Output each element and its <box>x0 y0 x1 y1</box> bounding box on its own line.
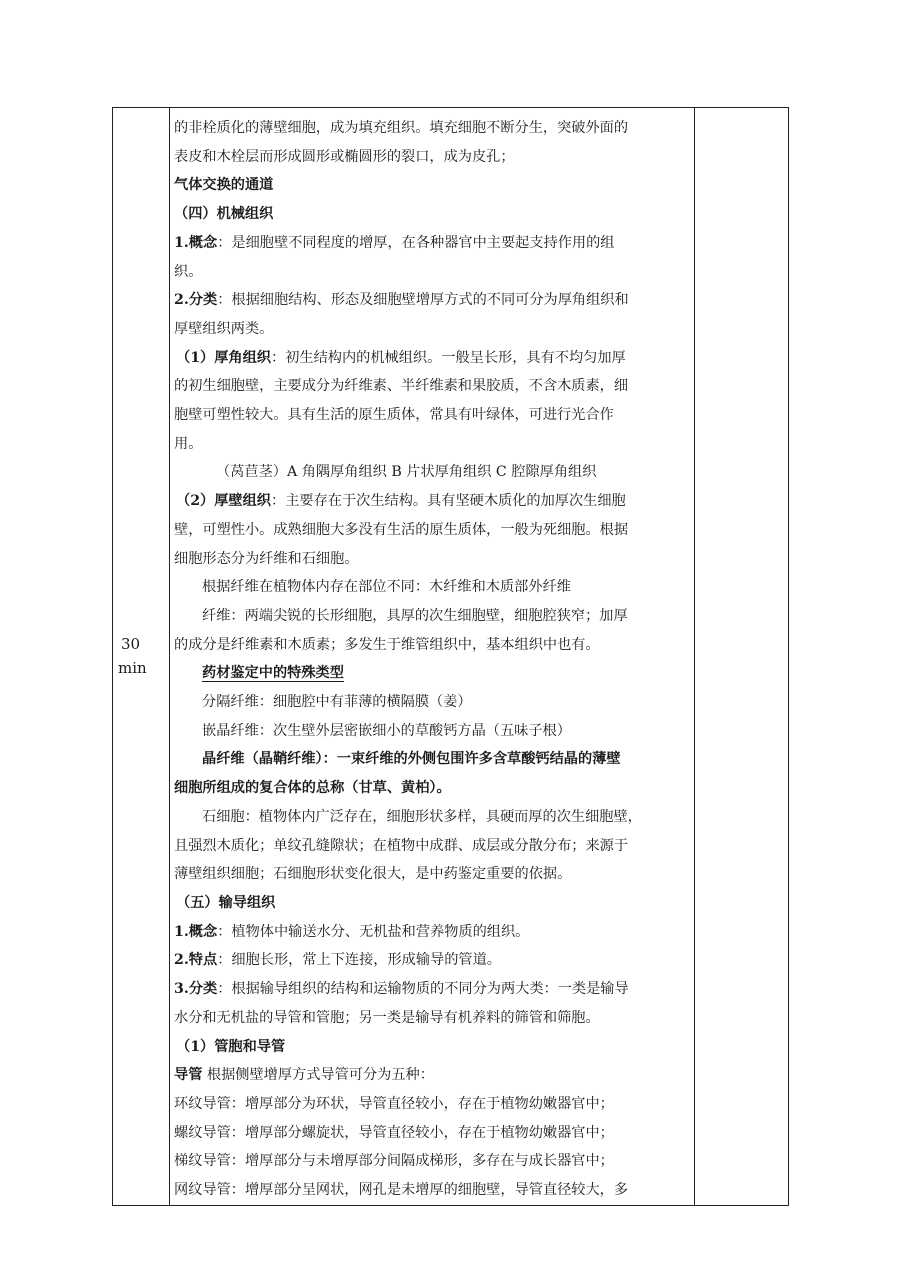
line-label: （1）厚角组织 <box>176 349 271 366</box>
line-text: 表皮和木栓层而形成圆形或椭圆形的裂口，成为皮孔； <box>174 148 515 165</box>
text-line <box>174 602 688 631</box>
line-text: 螺纹导管：增厚部分螺旋状，导管直径较小，存在于植物幼嫩器官中； <box>174 1124 614 1141</box>
text-line <box>174 832 688 861</box>
text-line <box>174 516 688 545</box>
line-text: 网纹导管：增厚部分呈网状，网孔是未增厚的细胞壁，导管直径较大，多 <box>174 1182 629 1199</box>
text-line <box>174 114 688 143</box>
text-line <box>174 315 688 344</box>
line-text: 细胞所组成的复合体的总称（甘草、黄柏）。 <box>174 780 451 797</box>
text-line <box>174 200 688 229</box>
line-label: 2.特点 <box>174 952 218 969</box>
line-text: 的非栓质化的薄壁细胞，成为填充组织。填充细胞不断分生，突破外面的 <box>174 120 629 136</box>
notes-cell <box>695 108 789 1206</box>
line-text: （莴苣茎）A 角隅厚角组织 B 片状厚角组织 C 腔隙厚角组织 <box>216 464 597 481</box>
line-text: 细胞形态分为纤维和石细胞。 <box>174 550 359 567</box>
time-unit: min <box>118 659 147 678</box>
line-text: ：是细胞壁不同程度的增厚，在各种器官中主要起支持作用的组 <box>217 234 615 251</box>
line-label: 1.概念 <box>174 234 218 251</box>
text-line <box>174 430 688 459</box>
line-text: ：根据输导组织的结构和运输物质的不同分为两大类：一类是输导 <box>217 981 629 998</box>
table-row <box>113 108 789 1206</box>
line-text: 根据纤维在植物体内存在部位不同：木纤维和木质部外纤维 <box>202 579 571 596</box>
text-line <box>174 745 688 774</box>
line-label: 1.概念 <box>174 923 218 940</box>
line-text: ：主要存在于次生结构。具有坚硬木质化的加厚次生细胞 <box>271 493 626 510</box>
text-line <box>174 918 688 947</box>
line-text: 石细胞：植物体内广泛存在，细胞形状多样，具硬而厚的次生细胞壁， <box>202 808 642 825</box>
line-text: ：根据细胞结构、形态及细胞壁增厚方式的不同可分为厚角组织和 <box>217 292 629 309</box>
text-line <box>174 717 688 746</box>
line-text: 壁，可塑性小。成熟细胞大多没有生活的原生质体，一般为死细胞。根据 <box>174 521 629 538</box>
text-line <box>174 975 688 1004</box>
line-text: 药材鉴定中的特殊类型 <box>202 665 344 682</box>
text-line <box>174 631 688 660</box>
time-value: 30 <box>121 635 141 654</box>
line-text: 晶纤维（晶鞘纤维）：一束纤维的外侧包围许多含草酸钙结晶的薄壁 <box>202 751 621 768</box>
text-line <box>174 487 688 516</box>
line-text: （1）管胞和导管 <box>176 1038 286 1055</box>
line-text: 纤维：两端尖锐的长形细胞，具厚的次生细胞壁，细胞腔狭窄；加厚 <box>202 607 628 624</box>
text-line <box>174 860 688 889</box>
text-line <box>174 774 688 803</box>
line-text: 气体交换的通道 <box>174 177 274 194</box>
text-line <box>174 372 688 401</box>
text-line <box>174 688 688 717</box>
text-line <box>174 229 688 258</box>
line-text: （五）输导组织 <box>176 894 276 911</box>
line-label: 2.分类 <box>174 292 218 309</box>
line-text: 的初生细胞壁，主要成分为纤维素、半纤维素和果胶质，不含木质素，细 <box>174 378 629 395</box>
line-text: 胞壁可塑性较大。具有生活的原生质体，常具有叶绿体，可进行光合作 <box>174 407 614 424</box>
line-text: 根据侧壁增厚方式导管可分为五种： <box>202 1067 434 1084</box>
text-line <box>174 889 688 918</box>
text-line <box>174 286 688 315</box>
line-text: 嵌晶纤维：次生壁外层密嵌细小的草酸钙方晶（五味子根） <box>202 722 571 739</box>
line-text: ：植物体中输送水分、无机盐和营养物质的组织。 <box>217 923 530 940</box>
lesson-plan-table <box>112 107 789 1206</box>
text-line <box>174 1119 688 1148</box>
text-line <box>174 401 688 430</box>
text-line <box>174 143 688 172</box>
text-line <box>174 946 688 975</box>
text-line <box>174 659 688 688</box>
line-text: 分隔纤维：细胞腔中有菲薄的横隔膜（姜） <box>202 694 472 711</box>
time-cell <box>113 108 170 1206</box>
line-text: （四）机械组织 <box>174 206 274 223</box>
line-text: ：细胞长形，常上下连接，形成输导的管道。 <box>217 952 501 969</box>
text-line <box>174 1176 688 1205</box>
text-line <box>174 258 688 287</box>
text-line <box>174 171 688 200</box>
line-text: 梯纹导管：增厚部分与未增厚部分间隔成梯形，多存在与成长器官中； <box>174 1153 614 1170</box>
line-text: 的成分是纤维素和木质素；多发生于维管组织中，基本组织中也有。 <box>174 636 600 653</box>
text-line <box>174 1147 688 1176</box>
content-lines <box>174 114 688 1205</box>
text-line <box>174 1033 688 1062</box>
line-label: 3.分类 <box>174 981 218 998</box>
line-text: 环纹导管：增厚部分为环状，导管直径较小，存在于植物幼嫩器官中； <box>174 1095 614 1112</box>
content-cell <box>170 108 695 1206</box>
line-text: 薄壁组织细胞；石细胞形状变化很大，是中药鉴定重要的依据。 <box>174 866 572 883</box>
line-label: 导管 <box>174 1067 203 1084</box>
line-label: （2）厚壁组织 <box>176 493 271 510</box>
line-text: ：初生结构内的机械组织。一般呈长形，具有不均匀加厚 <box>271 349 626 366</box>
text-line <box>174 1090 688 1119</box>
line-text: 且强烈木质化；单纹孔缝隙状；在植物中成群、成层或分散分布；来源于 <box>174 837 629 854</box>
text-line <box>174 1004 688 1033</box>
text-line <box>174 803 688 832</box>
text-line <box>174 458 688 487</box>
line-text: 厚壁组织两类。 <box>174 320 274 337</box>
line-text: 水分和无机盐的导管和管胞；另一类是输导有机养料的筛管和筛胞。 <box>174 1009 600 1026</box>
text-line <box>174 344 688 373</box>
text-line <box>174 573 688 602</box>
text-line <box>174 1061 688 1090</box>
line-text: 用。 <box>174 435 203 452</box>
text-line <box>174 545 688 574</box>
line-text: 织。 <box>174 263 203 280</box>
